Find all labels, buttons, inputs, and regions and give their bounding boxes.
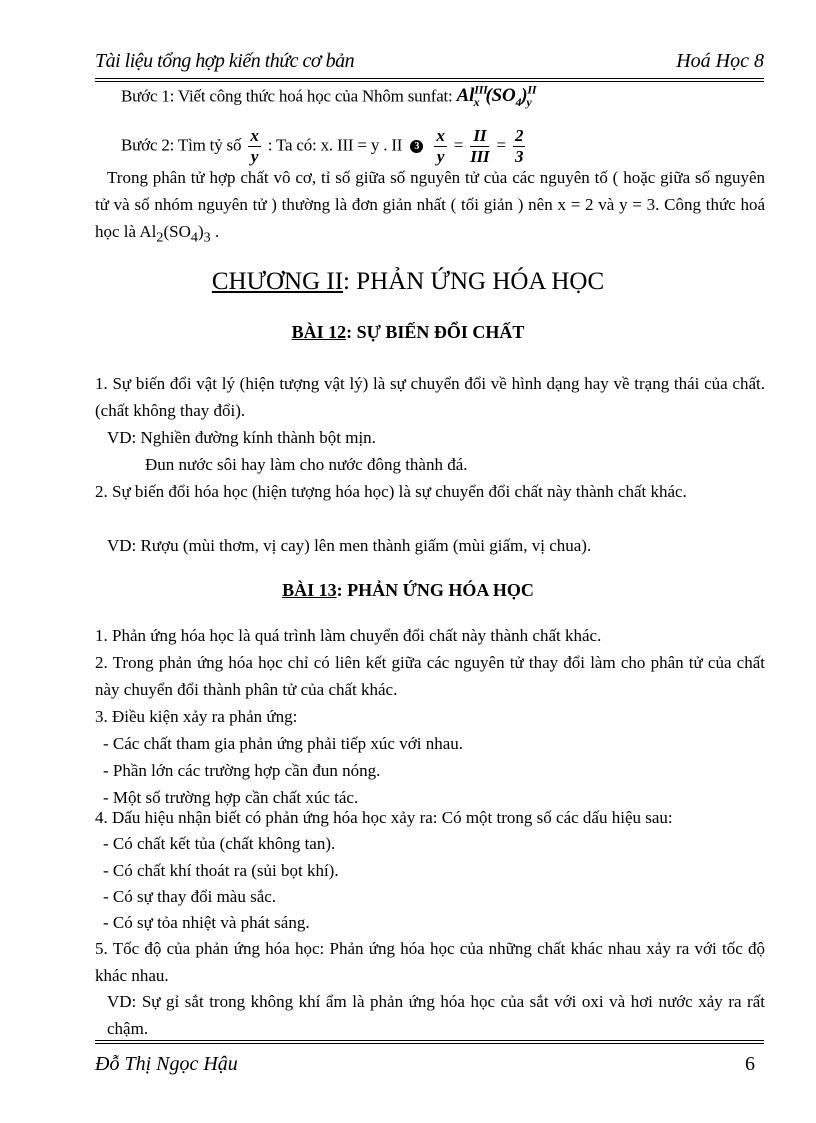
- header-subject: Hoá Học 8: [676, 50, 764, 72]
- fraction-x-y: [248, 126, 260, 167]
- intro-paragraph: [95, 164, 765, 251]
- intro-text: .: [210, 222, 220, 241]
- lesson-title: : PHẢN ỨNG HÓA HỌC: [336, 580, 534, 600]
- lesson-13-item: - Phần lớn các trường hợp cần đun nóng.: [103, 761, 381, 780]
- lesson-13-item: 1. Phản ứng hóa học là quá trình làm chuyển đổi chất này thành chất khác.: [95, 626, 602, 645]
- header-rule: [95, 78, 764, 79]
- lesson-12-item: VD: Nghiền đường kính thành bột mịn.: [107, 428, 376, 447]
- intro-sub: 2: [156, 229, 164, 246]
- formula-valence-so4: II: [527, 83, 537, 97]
- header-title: Tài liệu tổng hợp kiến thức cơ bản: [95, 50, 355, 72]
- lesson-12-item: Đun nước sôi hay làm cho nước đông thành đá.: [145, 455, 468, 474]
- lesson-13-item: 5. Tốc độ của phản ứng hóa học: Phản ứng hóa học của những chất khác nhau xảy ra với tốc độ khác nhau.: [95, 939, 765, 985]
- formula-valence-al: III: [474, 83, 488, 97]
- circled-number-icon: 3: [410, 140, 423, 153]
- page-number: 6: [745, 1053, 755, 1075]
- formula-close: ): [521, 85, 528, 107]
- intro-text: ): [197, 222, 204, 241]
- footer-rule: [95, 1043, 764, 1044]
- lesson-13-item: 2. Trong phản ứng hóa học chỉ có liên kết giữa các nguyên tử thay đổi làm cho phân tử của chất này chuyển đổi thành phân tử của chất khác.: [95, 653, 765, 699]
- fraction-x-y-2: [434, 126, 446, 167]
- step-1: [121, 83, 537, 110]
- lesson-12-item: 2. Sự biến đổi hóa học (hiện tượng hóa học) là sự chuyển đổi chất này thành chất khác.: [95, 482, 687, 501]
- intro-sub: 4: [190, 229, 198, 246]
- lesson-13-item: - Có chất khí thoát ra (sủi bọt khí).: [103, 861, 339, 880]
- fraction-denominator: III: [470, 147, 490, 166]
- lesson-12-item: 1. Sự biến đổi vật lý (hiện tượng vật lý) là sự chuyển đổi về hình dạng hay về trạng thái của chất. (chất không thay đổi).: [95, 374, 765, 420]
- lesson-13-item: - Có sự thay đổi màu sắc.: [103, 887, 277, 906]
- equals-sign: =: [496, 135, 506, 155]
- lesson-12-item: VD: Rượu (mùi thơm, vị cay) lên men thành giấm (mùi giấm, vị chua).: [107, 536, 592, 555]
- formula-index-x: x: [473, 95, 480, 110]
- footer-author: Đỗ Thị Ngọc Hậu: [95, 1053, 238, 1075]
- formula-index-4: 4: [515, 95, 522, 110]
- lesson-label: BÀI 12: [291, 322, 347, 342]
- fraction-denominator: y: [250, 147, 259, 166]
- step-2: [121, 126, 528, 167]
- fraction-numerator: 2: [514, 126, 524, 145]
- fraction-numerator: x: [250, 126, 259, 145]
- aluminium-sulfate-formula: [456, 83, 537, 110]
- lesson-13-item: - Một số trường hợp cần chất xúc tác.: [103, 788, 359, 807]
- formula-al: Al: [456, 85, 475, 107]
- intro-text: (SO: [163, 222, 191, 241]
- step-2-text: Bước 2: Tìm tỷ số: [121, 135, 242, 155]
- formula-so: (SO: [485, 85, 516, 107]
- lesson-13-item: 3. Điều kiện xảy ra phản ứng:: [95, 707, 298, 726]
- lesson-13-heading: [0, 580, 816, 601]
- chapter-heading: [0, 268, 816, 296]
- fraction-ii-iii: [470, 126, 489, 167]
- fraction-numerator: x: [436, 126, 445, 145]
- lesson-13-item: - Có chất kết tủa (chất không tan).: [103, 834, 336, 853]
- fraction-numerator: II: [470, 126, 489, 147]
- footer-rule: [95, 1040, 764, 1041]
- fraction-denominator: y: [436, 147, 445, 166]
- equals-sign: =: [453, 135, 464, 155]
- formula-index-y: y: [526, 95, 532, 110]
- chapter-label: CHƯƠNG II: [211, 268, 344, 295]
- lesson-label: BÀI 13: [282, 580, 337, 600]
- step-2-equation: : Ta có: x. III = y . II: [267, 135, 403, 155]
- lesson-13-item: 4. Dấu hiệu nhận biết có phản ứng hóa học xảy ra: Có một trong số các dấu hiệu sau:: [95, 808, 673, 827]
- header-rule: [95, 81, 764, 82]
- lesson-13-item: VD: Sự gỉ sắt trong không khí ẩm là phản ứng hóa học của sắt với oxi và hơi nước xảy ra rất chậm.: [107, 992, 765, 1038]
- lesson-13-item: - Các chất tham gia phản ứng phải tiếp xúc với nhau.: [103, 734, 463, 753]
- step-1-text: Bước 1: Viết công thức hoá học của Nhôm sunfat:: [121, 86, 453, 106]
- fraction-2-3: [513, 126, 525, 167]
- fraction-denominator: 3: [514, 147, 524, 166]
- lesson-12-heading: [0, 322, 816, 343]
- lesson-13-item: - Có sự tỏa nhiệt và phát sáng.: [103, 913, 310, 932]
- intro-text: Trong phân tử hợp chất vô cơ, tỉ số giữa số nguyên tử của các nguyên tố ( hoặc giữa số nguyên tử và số nhóm nguyên tử ) thường là đơn giản nhất ( tối giản ) nên x = 2 và y = 3. Công thức hoá học là Al: [95, 168, 765, 241]
- intro-sub: 3: [203, 229, 211, 246]
- chapter-title: : PHẢN ỨNG HÓA HỌC: [343, 268, 605, 295]
- lesson-title: : SỰ BIẾN ĐỔI CHẤT: [346, 322, 525, 342]
